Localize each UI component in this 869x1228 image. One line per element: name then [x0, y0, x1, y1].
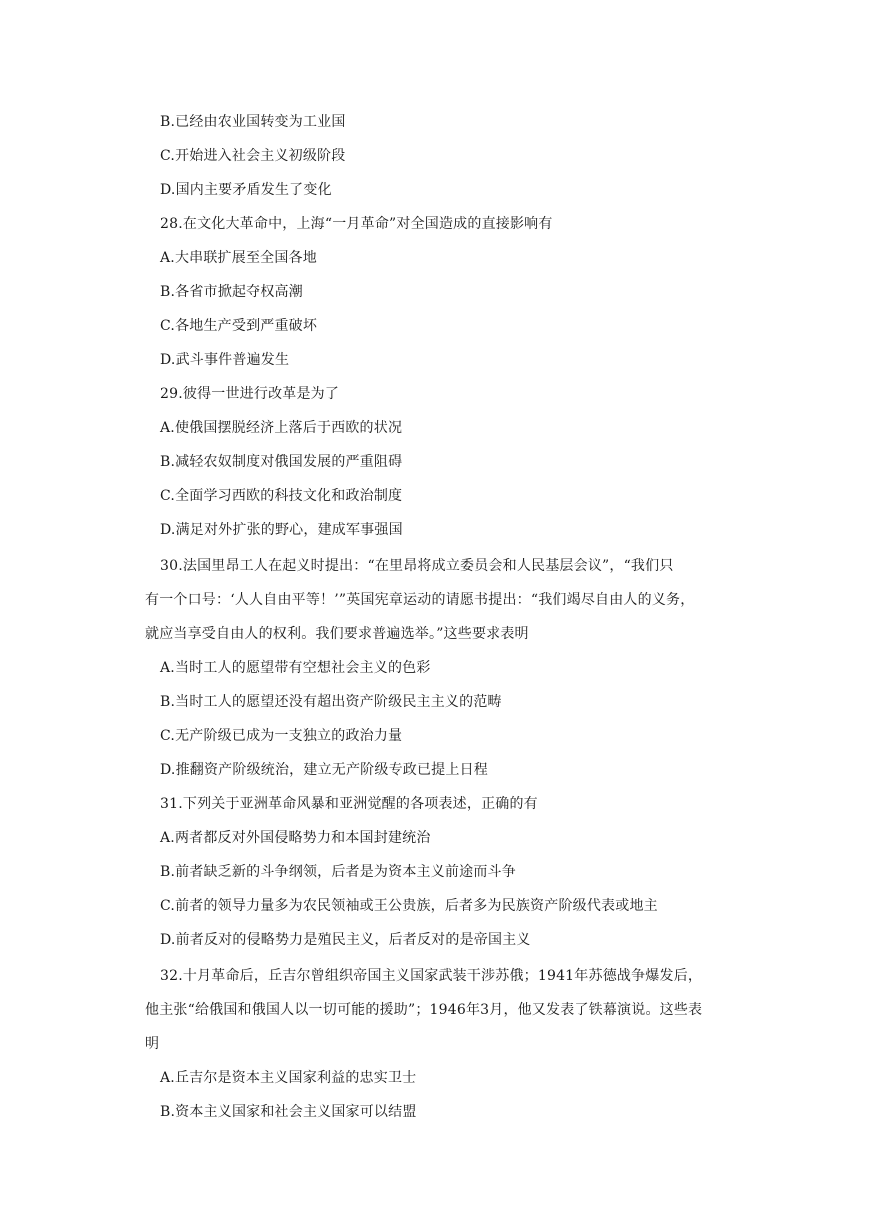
q29-option-a: A.使俄国摆脱经济上落后于西欧的状况: [160, 420, 403, 436]
q27-option-d: D.国内主要矛盾发生了变化: [160, 182, 332, 198]
q32-stem-line2: 他主张“给俄国和俄国人以一切可能的援助”；1946年3月，他又发表了铁幕演说。这些表: [145, 1002, 703, 1018]
q29-option-d: D.满足对外扩张的野心，建成军事强国: [160, 522, 403, 538]
q27-option-c: C.开始进入社会主义初级阶段: [160, 148, 346, 164]
q31-option-a: A.两者都反对外国侵略势力和本国封建统治: [160, 830, 431, 846]
q31-stem: 31.下列关于亚洲革命风暴和亚洲觉醒的各项表述，正确的有: [160, 796, 538, 812]
q31-option-d: D.前者反对的侵略势力是殖民主义，后者反对的是帝国主义: [160, 932, 531, 948]
q31-option-b: B.前者缺乏新的斗争纲领，后者是为资本主义前途而斗争: [160, 864, 516, 880]
q32-option-a: A.丘吉尔是资本主义国家利益的忠实卫士: [160, 1070, 417, 1086]
q29-stem: 29.彼得一世进行改革是为了: [160, 386, 340, 402]
q30-option-c: C.无产阶级已成为一支独立的政治力量: [160, 728, 403, 744]
q28-option-a: A.大串联扩展至全国各地: [160, 250, 317, 266]
q30-stem-line1: 30.法国里昂工人在起义时提出：“在里昂将成立委员会和人民基层会议”，“我们只: [160, 558, 674, 574]
q28-option-b: B.各省市掀起夺权高潮: [160, 284, 303, 300]
q28-option-d: D.武斗事件普遍发生: [160, 352, 290, 368]
q29-option-c: C.全面学习西欧的科技文化和政治制度: [160, 488, 403, 504]
q30-stem-line3: 就应当享受自由人的权利。我们要求普遍选举。”这些要求表明: [145, 626, 529, 642]
q29-option-b: B.减轻农奴制度对俄国发展的严重阻碍: [160, 454, 403, 470]
q30-option-d: D.推翻资产阶级统治，建立无产阶级专政已提上日程: [160, 762, 488, 778]
q30-option-b: B.当时工人的愿望还没有超出资产阶级民主主义的范畴: [160, 694, 502, 710]
q32-stem-line3: 明: [145, 1036, 160, 1052]
q28-stem: 28.在文化大革命中，上海“一月革命”对全国造成的直接影响有: [160, 216, 553, 232]
q30-stem-line2: 有一个口号：‘人人自由平等！’”英国宪章运动的请愿书提出：“我们竭尽自由人的义务，: [145, 592, 695, 608]
q31-option-c: C.前者的领导力量多为农民领袖或王公贵族，后者多为民族资产阶级代表或地主: [160, 898, 658, 914]
q32-stem-line1: 32.十月革命后，丘吉尔曾组织帝国主义国家武装干涉苏俄；1941年苏德战争爆发后，: [160, 968, 703, 984]
q32-option-b: B.资本主义国家和社会主义国家可以结盟: [160, 1104, 417, 1120]
q27-option-b: B.已经由农业国转变为工业国: [160, 114, 346, 130]
q28-option-c: C.各地生产受到严重破坏: [160, 318, 318, 334]
q30-option-a: A.当时工人的愿望带有空想社会主义的色彩: [160, 660, 431, 676]
